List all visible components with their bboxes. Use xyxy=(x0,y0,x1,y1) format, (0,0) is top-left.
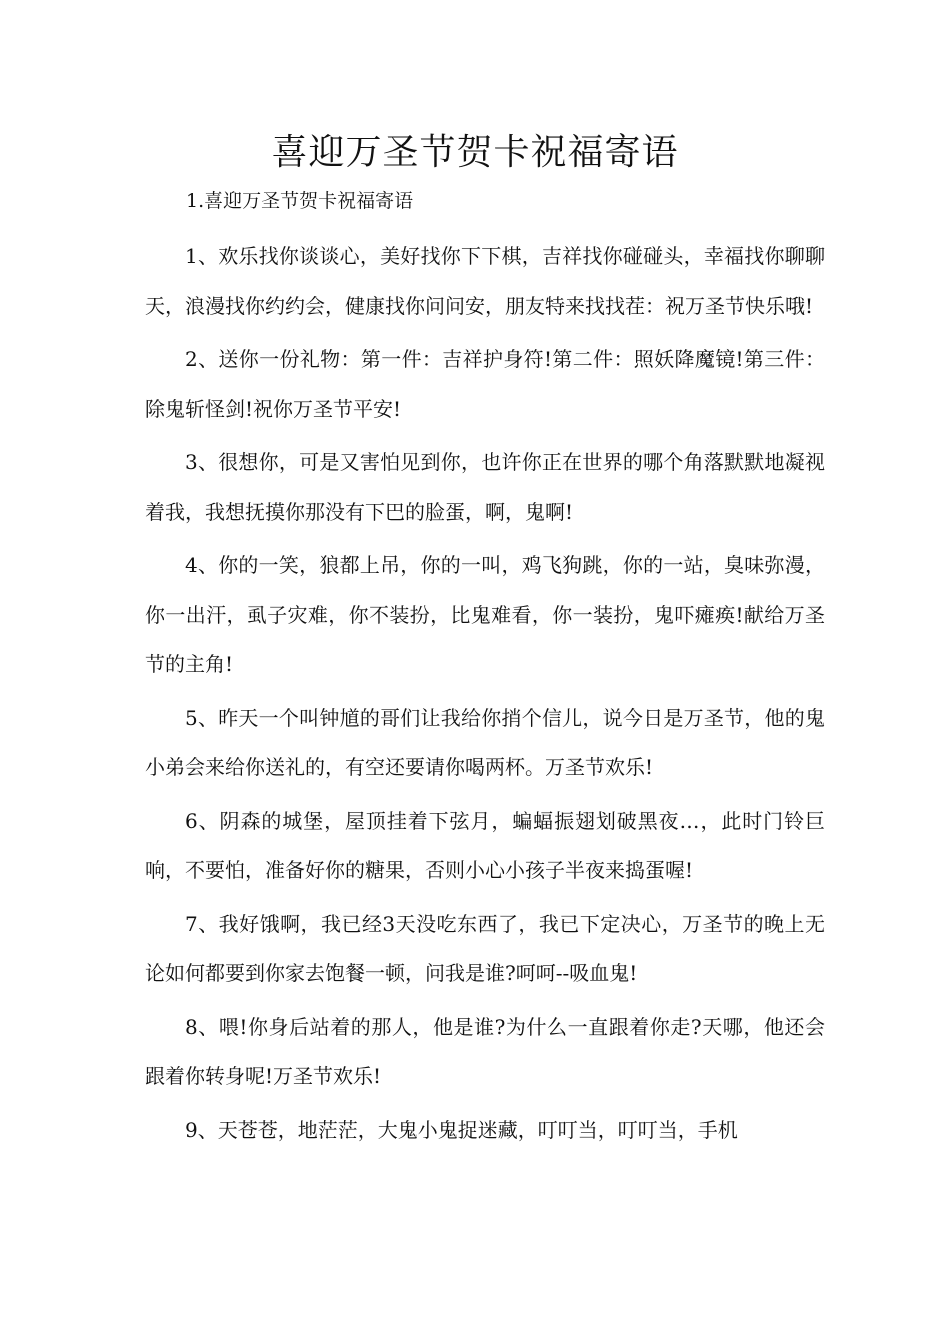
document-body xyxy=(145,232,825,1159)
paragraph-7: 7、我好饿啊，我已经3天没吃东西了，我已下定决心，万圣节的晚上无论如何都要到你家去饱餐一顿，问我是谁?呵呵--吸血鬼! xyxy=(145,911,825,985)
paragraph-5: 5、昨天一个叫钟馗的哥们让我给你捎个信儿，说今日是万圣节，他的鬼小弟会来给你送礼的，有空还要请你喝两杯。万圣节欢乐! xyxy=(145,705,825,779)
document-title: 喜迎万圣节贺卡祝福寄语 xyxy=(271,132,679,173)
paragraph-3: 3、很想你，可是又害怕见到你，也许你正在世界的哪个角落默默地凝视着我，我想抚摸你那没有下巴的脸蛋，啊，鬼啊! xyxy=(145,450,825,524)
paragraph-6: 6、阴森的城堡，屋顶挂着下弦月，蝙蝠振翅划破黑夜…，此时门铃巨响，不要怕，准备好你的糖果，否则小心小孩子半夜来捣蛋喔! xyxy=(145,808,825,882)
document-subtitle: 1.喜迎万圣节贺卡祝福寄语 xyxy=(186,190,414,212)
paragraph-4: 4、你的一笑，狼都上吊，你的一叫，鸡飞狗跳，你的一站，臭味弥漫，你一出汗，虱子灾难，你不装扮，比鬼难看，你一装扮，鬼吓瘫痪!献给万圣节的主角! xyxy=(145,553,825,676)
paragraph-2: 2、送你一份礼物：第一件：吉祥护身符!第二件：照妖降魔镜!第三件：除鬼斩怪剑!祝你万圣节平安! xyxy=(145,347,825,421)
paragraph-8: 8、喂!你身后站着的那人，他是谁?为什么一直跟着你走?天哪，他还会跟着你转身呢!万圣节欢乐! xyxy=(145,1014,825,1088)
paragraph-1: 1、欢乐找你谈谈心，美好找你下下棋，吉祥找你碰碰头，幸福找你聊聊天，浪漫找你约约会，健康找你问问安，朋友特来找找茬：祝万圣节快乐哦! xyxy=(145,244,825,318)
paragraph-9: 9、天苍苍，地茫茫，大鬼小鬼捉迷藏，叮叮当，叮叮当，手机 xyxy=(185,1117,738,1142)
